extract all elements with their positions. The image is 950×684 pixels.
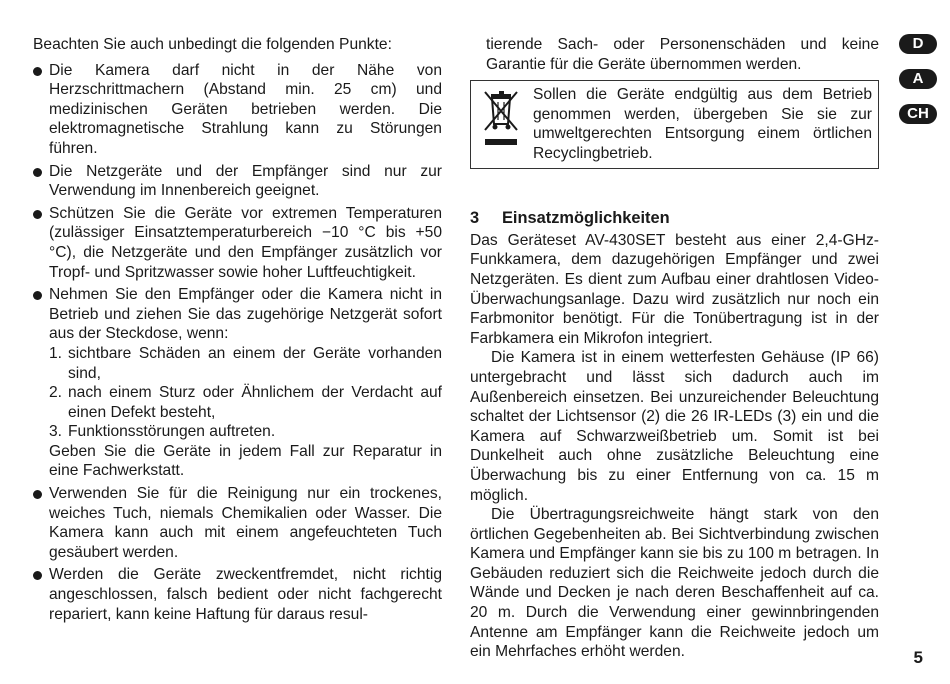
- numbered-item: [33, 344, 442, 383]
- bullet-text: Die Kamera darf nicht in der Nähe von Herzschrittmachern (Abstand min. 25 cm) und medizinischen Geräten betrieben werden. Die elektromagnetische Strahlung kann zu Störungen führen.: [49, 61, 442, 157]
- numbered-item: [33, 383, 442, 422]
- item-text: nach einem Sturz oder Ähnlichem der Verdacht auf einen Defekt besteht,: [68, 384, 442, 421]
- list-item: [33, 285, 442, 344]
- continuation-text: tierende Sach- oder Personenschäden und keine Garantie für die Geräte übernommen werden.: [486, 36, 879, 73]
- bullet-icon: [33, 168, 42, 177]
- right-column: [470, 35, 879, 662]
- bullet-icon: [33, 571, 42, 580]
- body-paragraph: Das Geräteset AV-430SET besteht aus einer 2,4-GHz-Funkkamera, dem dazugehörigen Empfänger und zwei Netzgeräten. Es dient zum Aufbau einer drahtlosen Video-Überwachungsanlage. Dazu wird zusätzlich nur noch ein Farbmonitor benötigt. Für die Tonübertragung ist in der Farbkamera ein Mikrofon integriert.: [470, 231, 879, 347]
- body-paragraph: Die Kamera ist in einem wetterfesten Gehäuse (IP 66) untergebracht und lässt sich dadurch auch im Außenbereich einsetzen. Bei unzureichender Beleuchtung schaltet der Lichtsensor (2) die 26 IR-LEDs (3) ein und die Kamera auf Schwarzweißbetrieb um. Somit ist bei Dunkelheit auch ohne zusätzliche Beleuchtung eine Überwachung bis zu einer Entfernung von ca. 15 m möglich.: [470, 349, 879, 504]
- bullet-text: Verwenden Sie für die Reinigung nur ein trockenes, weiches Tuch, niemals Chemikalien oder Wasser. Die Kamera kann auch mit einem angefeuchteten Tuch gesäubert werden.: [49, 485, 442, 561]
- bullet-text: Die Netzgeräte und der Empfänger sind nur zur Verwendung im Innenbereich geeignet.: [49, 162, 442, 200]
- section-number: 3: [470, 209, 480, 228]
- country-tab-a: A: [899, 69, 937, 89]
- bullet-icon: [33, 210, 42, 219]
- bullet-icon: [33, 67, 42, 76]
- item-text: sichtbare Schäden an einem der Geräte vorhanden sind,: [68, 344, 442, 382]
- item-number: 1.: [49, 344, 63, 362]
- bullet-text: Nehmen Sie den Empfänger oder die Kamera nicht in Betrieb und ziehen Sie das zugehörige Netzgerät sofort aus der Steckdose, wenn:: [49, 286, 442, 343]
- item-number: 3.: [49, 423, 63, 441]
- country-tabs: [899, 34, 939, 139]
- country-tab-d: D: [899, 34, 937, 54]
- body-paragraph: Die Übertragungsreichweite hängt stark von den örtlichen Gegebenheiten ab. Bei Sichtverbindung zwischen Kamera und Empfänger kann sie bis zu 100 m betragen. In Gebäuden reduziert sich die Reichweite jedoch durch die Wände und Decken je nach deren Beschaffenheit auf ca. 20 m. Durch die Verwendung einer gewinnbringenden Antenne am Empfänger kann die Reichweite jedoch um ein Mehrfaches erhöht werden.: [470, 506, 879, 661]
- crossed-out-wheelie-bin-icon: [481, 88, 521, 148]
- intro-text: Beachten Sie auch unbedingt die folgenden Punkte:: [33, 36, 392, 53]
- list-item: [33, 61, 442, 159]
- page-number: 5: [913, 648, 923, 667]
- list-item: [33, 484, 442, 562]
- list-item: [33, 204, 442, 282]
- list-item: [33, 162, 442, 201]
- left-column: [33, 35, 442, 627]
- item-text: Funktionsstörungen auftreten.: [68, 423, 276, 441]
- numbered-item: [33, 422, 442, 442]
- disposal-text: Sollen die Geräte endgültig aus dem Betrieb genommen werden, übergeben Sie sie zur umweltgerechten Entsorgung einem örtlichen Recyclingbetrieb.: [533, 86, 872, 162]
- bullet-text: Werden die Geräte zweckentfremdet, nicht richtig angeschlossen, falsch bedient oder nicht fachgerecht repariert, kann keine Haftung für daraus resul-: [49, 566, 442, 623]
- item-number: 2.: [49, 384, 63, 402]
- section-title: Einsatzmöglichkeiten: [502, 209, 670, 228]
- bullet-icon: [33, 490, 42, 499]
- country-tab-ch: CH: [899, 104, 937, 124]
- disposal-notice: [470, 80, 879, 169]
- bullet-text: Schützen Sie die Geräte vor extremen Temperaturen (zulässiger Einsatztemperaturbereich −10 °C bis +50 °C), die Netzgeräte und den Empfänger zusätzlich vor Tropf- und Spritzwasser sowie hoher Luftfeuchtigkeit.: [49, 204, 442, 281]
- bullet-icon: [33, 291, 42, 300]
- list-item: [33, 565, 442, 624]
- section-heading: [470, 209, 879, 229]
- repair-note: Geben Sie die Geräte in jedem Fall zur Reparatur in eine Fachwerkstatt.: [49, 442, 442, 480]
